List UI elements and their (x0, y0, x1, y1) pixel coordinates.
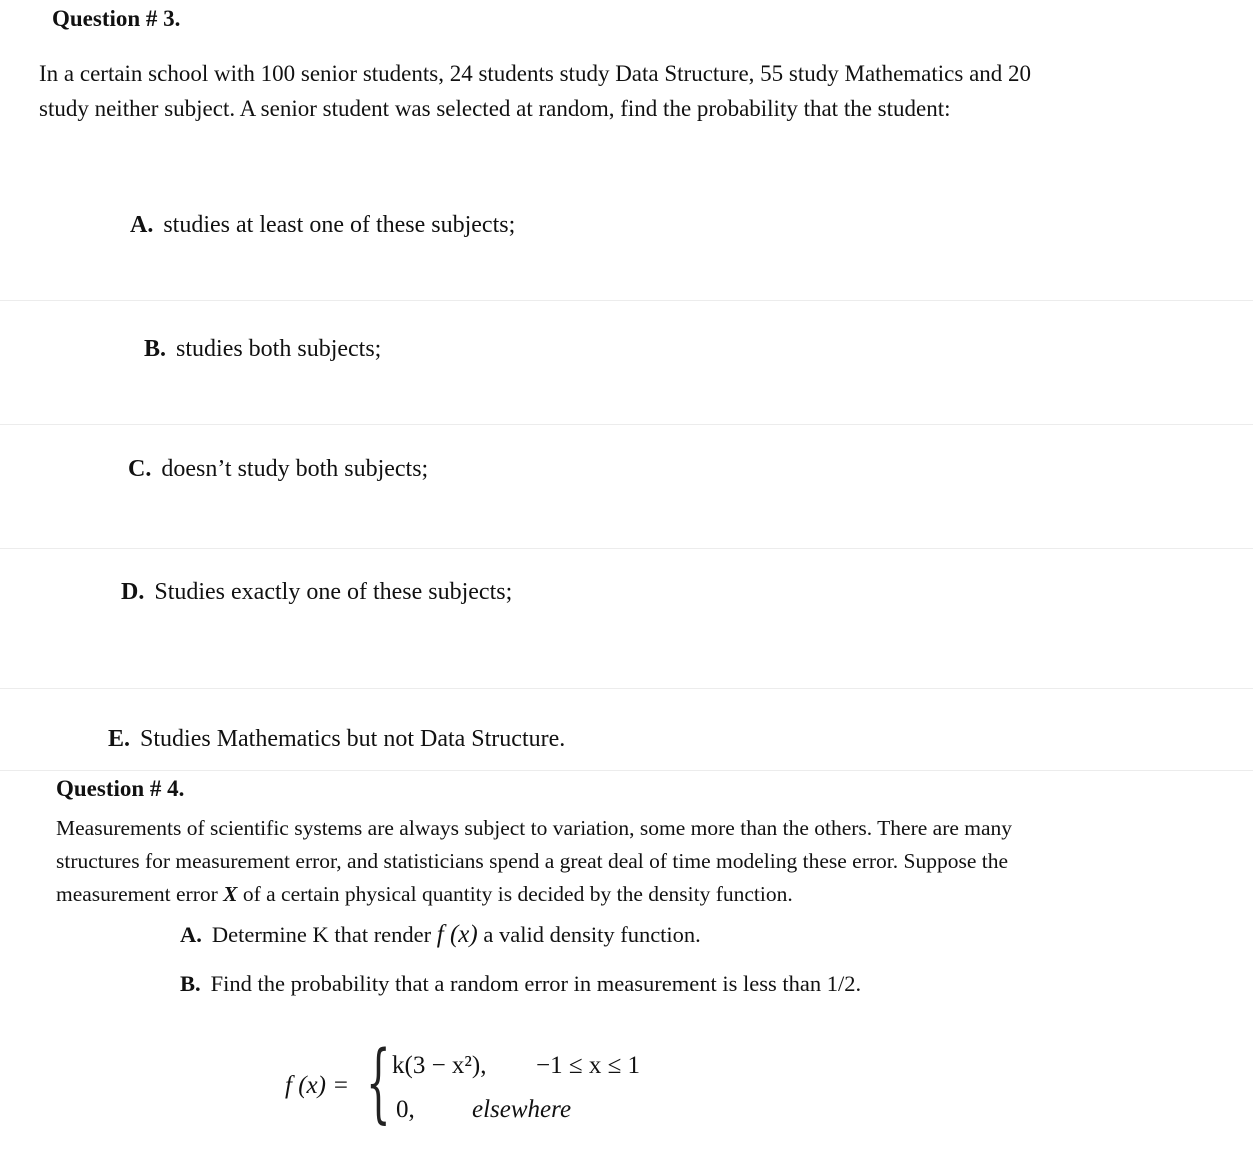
item-text: Determine K that render (211, 922, 437, 947)
divider (0, 688, 1253, 689)
item-letter: A. (130, 212, 154, 238)
question-4-body-line-1: Measurements of scientific systems are always subject to variation, some more than the others. There are many (56, 816, 1013, 840)
formula-case-1-expression: k(3 − x²), (392, 1052, 487, 1079)
question-4-item-b (180, 971, 861, 997)
formula-case-2-expression: 0, (396, 1096, 415, 1123)
question-4-body-line-3 (56, 878, 1246, 911)
item-text: a valid density function. (477, 922, 701, 947)
question-4-item-a (180, 921, 701, 949)
body-text: measurement error (56, 882, 224, 906)
item-text: Studies Mathematics but not Data Structure. (140, 726, 566, 752)
item-letter: D. (121, 579, 145, 605)
divider (0, 424, 1253, 425)
item-text: studies both subjects; (176, 336, 382, 362)
question-3-item-c (128, 456, 428, 483)
left-brace-icon: { (366, 1033, 391, 1133)
item-letter: E. (108, 726, 131, 752)
item-letter: B. (144, 336, 167, 362)
formula-case-1-condition: −1 ≤ x ≤ 1 (536, 1052, 641, 1079)
item-text: Studies exactly one of these subjects; (154, 579, 513, 605)
formula-case-2-condition: elsewhere (472, 1096, 572, 1123)
question-3-item-e (108, 726, 565, 753)
question-4-title: Question # 4. (56, 776, 185, 801)
item-text: Find the probability that a random error in measurement is less than 1/2. (210, 971, 862, 996)
question-4-body (56, 812, 1246, 911)
question-4-body-line-2: structures for measurement error, and statisticians spend a great deal of time modeling these error. Suppose the (56, 849, 1009, 873)
item-letter: A. (180, 922, 202, 947)
question-3-body-line-2: study neither subject. A senior student was selected at random, find the probability that the student: (39, 96, 951, 121)
divider (0, 300, 1253, 301)
question-3-title: Question # 3. (52, 6, 181, 31)
question-3-body (39, 56, 1239, 126)
question-3-item-d (121, 579, 512, 606)
question-3-item-a (130, 212, 515, 239)
body-text: of a certain physical quantity is decided by the density function. (237, 882, 793, 906)
item-letter: B. (180, 971, 201, 996)
variable-x: X (223, 882, 238, 906)
formula-lhs: f (x) = (285, 1072, 350, 1099)
math-fx: f (x) (436, 921, 478, 948)
item-text: doesn’t study both subjects; (161, 456, 429, 482)
divider (0, 770, 1253, 771)
question-3-item-b (144, 336, 381, 363)
divider (0, 548, 1253, 549)
item-letter: C. (128, 456, 152, 482)
question-3-body-line-1: In a certain school with 100 senior students, 24 students study Data Structure, 55 study Mathematics and 20 (39, 61, 1032, 86)
item-text: studies at least one of these subjects; (163, 212, 516, 238)
